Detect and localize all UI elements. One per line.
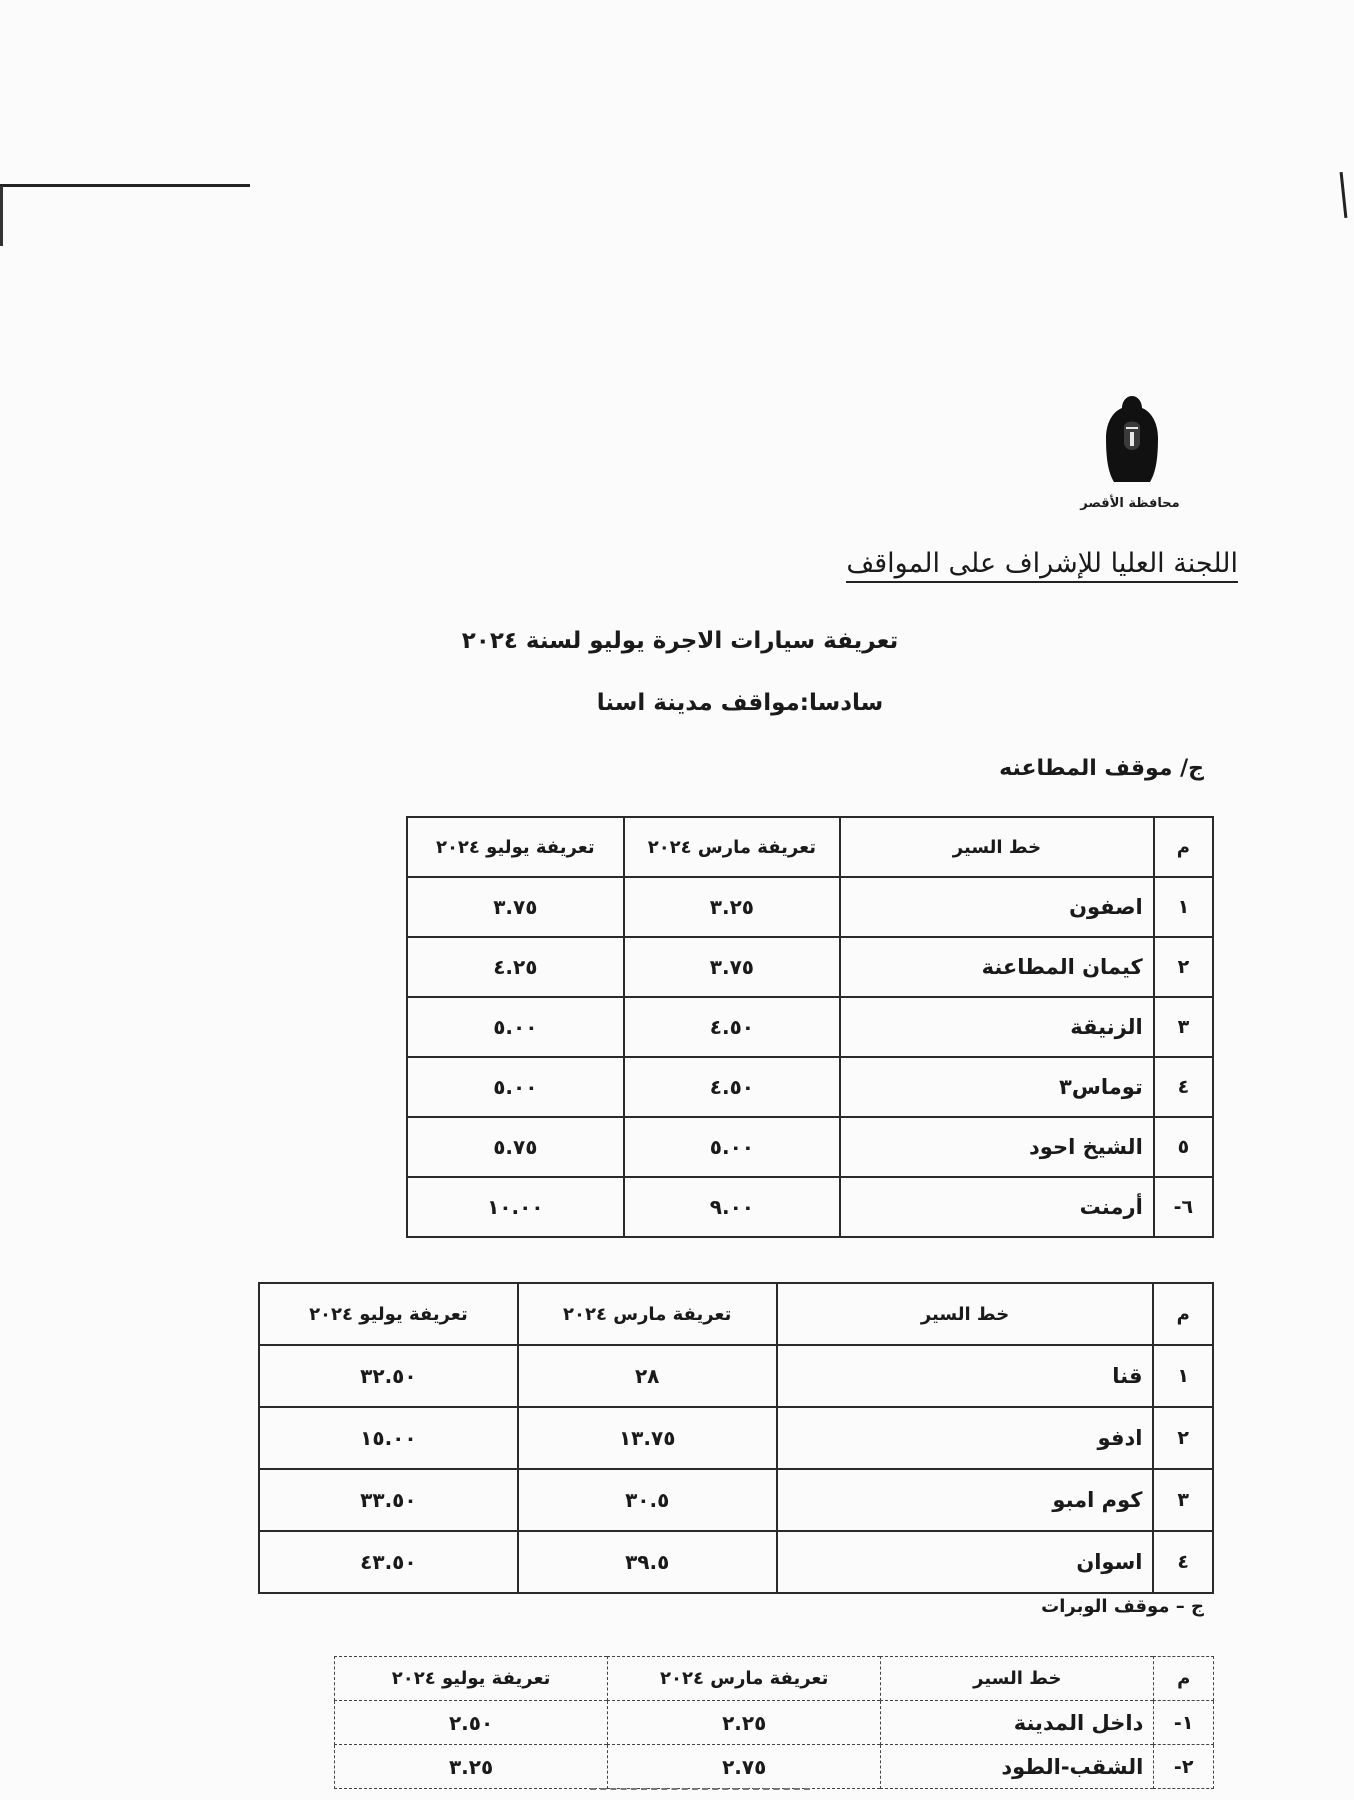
governorate-emblem-icon (1096, 392, 1168, 488)
route-name: ادفو (777, 1407, 1154, 1469)
header-cell-march: تعريفة مارس ٢٠٢٤ (518, 1283, 777, 1345)
row-number: ٢- (1154, 1745, 1214, 1789)
march-fare: ٣.٧٥ (624, 937, 841, 997)
march-fare: ٢.٧٥ (608, 1745, 881, 1789)
row-number: ٣ (1153, 1469, 1213, 1531)
scan-cutoff-marks (590, 1788, 810, 1792)
table-row (407, 1177, 1213, 1237)
row-number: ٢ (1153, 1407, 1213, 1469)
march-fare: ٣٠.٥ (518, 1469, 777, 1531)
header-cell-july: تعريفة يوليو ٢٠٢٤ (335, 1657, 608, 1701)
header-cell-number: م (1154, 1657, 1214, 1701)
header-cell-july: تعريفة يوليو ٢٠٢٤ (407, 817, 624, 877)
july-fare: ٣.٢٥ (335, 1745, 608, 1789)
page-subtitle: سادسا:مواقف مدينة اسنا (596, 690, 884, 716)
row-number: ٣ (1154, 997, 1213, 1057)
route-name: اصفون (840, 877, 1154, 937)
route-name: داخل المدينة (881, 1701, 1154, 1745)
table-header-row (407, 817, 1213, 877)
table-row (335, 1701, 1214, 1745)
july-fare: ٣.٧٥ (407, 877, 624, 937)
july-fare: ٥.٠٠ (407, 1057, 624, 1117)
march-fare: ٤.٥٠ (624, 1057, 841, 1117)
table-row (259, 1469, 1213, 1531)
row-number: ١- (1154, 1701, 1214, 1745)
fare-table-mataana (406, 816, 1214, 1238)
scan-edge-mark (1340, 172, 1348, 218)
section-label-wabarat: ج – موقف الوبرات (1041, 1596, 1204, 1617)
route-name: اسوان (777, 1531, 1154, 1593)
header-cell-march: تعريفة مارس ٢٠٢٤ (608, 1657, 881, 1701)
march-fare: ٣.٢٥ (624, 877, 841, 937)
table-row (259, 1531, 1213, 1593)
emblem-caption: محافظة الأقصر (1080, 496, 1180, 511)
header-cell-number: م (1153, 1283, 1213, 1345)
march-fare: ١٣.٧٥ (518, 1407, 777, 1469)
table-row (407, 1057, 1213, 1117)
table-row (407, 937, 1213, 997)
row-number: ٤ (1153, 1531, 1213, 1593)
header-cell-route: خط السير (777, 1283, 1154, 1345)
route-name: توماس٣ (840, 1057, 1154, 1117)
route-name: الزنيقة (840, 997, 1154, 1057)
table-row (407, 877, 1213, 937)
header-cell-july: تعريفة يوليو ٢٠٢٤ (259, 1283, 518, 1345)
march-fare: ٢٨ (518, 1345, 777, 1407)
route-name: أرمنت (840, 1177, 1154, 1237)
march-fare: ٤.٥٠ (624, 997, 841, 1057)
header-cell-number: م (1154, 817, 1213, 877)
march-fare: ٢.٢٥ (608, 1701, 881, 1745)
route-name: الشقب-الطود (881, 1745, 1154, 1789)
table-row (335, 1745, 1214, 1789)
row-number: ٤ (1154, 1057, 1213, 1117)
july-fare: ١٠.٠٠ (407, 1177, 624, 1237)
july-fare: ٥.٧٥ (407, 1117, 624, 1177)
march-fare: ٩.٠٠ (624, 1177, 841, 1237)
section-label-mataana: ج/ موقف المطاعنه (999, 756, 1204, 781)
scan-edge-line (0, 186, 3, 246)
route-name: كوم امبو (777, 1469, 1154, 1531)
header-cell-route: خط السير (840, 817, 1154, 877)
table-header-row (259, 1283, 1213, 1345)
row-number: ٢ (1154, 937, 1213, 997)
fare-table-wabarat (334, 1656, 1214, 1789)
fare-table-long-distance (258, 1282, 1214, 1594)
row-number: ٦- (1154, 1177, 1213, 1237)
page-title: تعريفة سيارات الاجرة يوليو لسنة ٢٠٢٤ (461, 628, 899, 654)
table-header-row (335, 1657, 1214, 1701)
july-fare: ٤٣.٥٠ (259, 1531, 518, 1593)
table-row (407, 1117, 1213, 1177)
table-row (407, 997, 1213, 1057)
july-fare: ٣٣.٥٠ (259, 1469, 518, 1531)
route-name: قنا (777, 1345, 1154, 1407)
row-number: ١ (1154, 877, 1213, 937)
july-fare: ١٥.٠٠ (259, 1407, 518, 1469)
table-row (259, 1407, 1213, 1469)
july-fare: ٤.٢٥ (407, 937, 624, 997)
header-cell-route: خط السير (881, 1657, 1154, 1701)
march-fare: ٣٩.٥ (518, 1531, 777, 1593)
july-fare: ٢.٥٠ (335, 1701, 608, 1745)
table-row (259, 1345, 1213, 1407)
route-name: الشيخ احود (840, 1117, 1154, 1177)
march-fare: ٥.٠٠ (624, 1117, 841, 1177)
july-fare: ٥.٠٠ (407, 997, 624, 1057)
header-cell-march: تعريفة مارس ٢٠٢٤ (624, 817, 841, 877)
scan-edge-line (0, 184, 250, 187)
july-fare: ٣٢.٥٠ (259, 1345, 518, 1407)
row-number: ٥ (1154, 1117, 1213, 1177)
route-name: كيمان المطاعنة (840, 937, 1154, 997)
committee-heading: اللجنة العليا للإشراف على المواقف (846, 548, 1238, 583)
row-number: ١ (1153, 1345, 1213, 1407)
